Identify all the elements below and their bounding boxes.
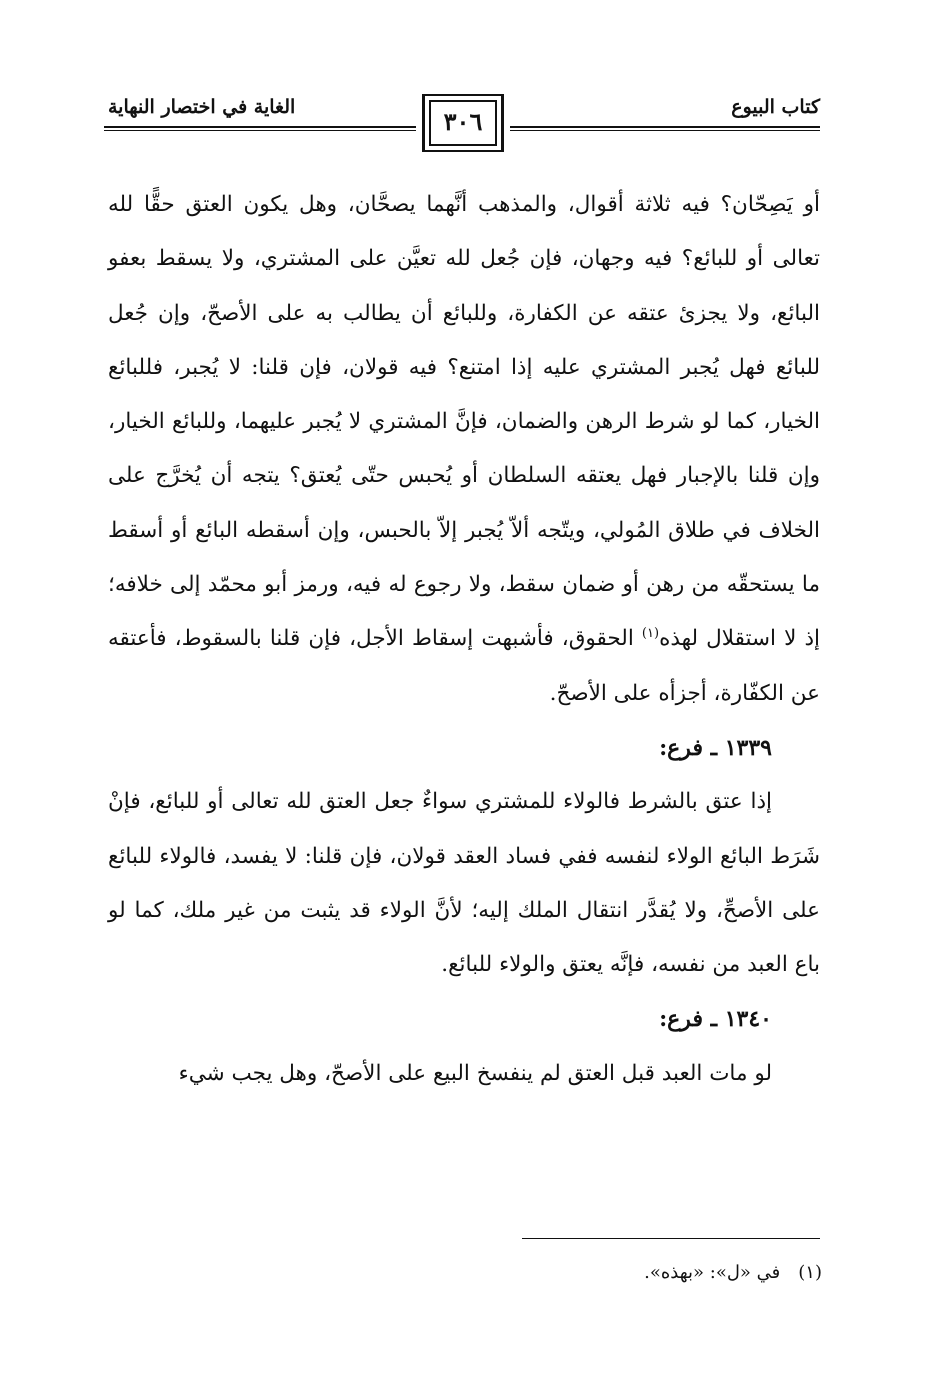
paragraph-1-text: أو يَصِحّان؟ فيه ثلاثة أقوال، والمذهب أنَّهما يصحَّان، وهل يكون العتق حقًّا لله تعالى أو للبائع؟ فيه وجهان، فإن جُعل لله تعيَّن على المشتري، ولا يسقط بعفو البائع، ولا يجزئ عتقه عن الكفارة، وللبائع أن يطالب به على الأصحّ، وإن جُعل للبائع فهل يُجبر المشتري عليه إذا امتنع؟ فيه قولان، فإن قلنا: لا يُجبر، فللبائع الخيار، كما لو شرط الرهن والضمان، فإنَّ المشتري لا يُجبر عليهما، وللبائع الخيار، وإن قلنا بالإجبار فهل يعتقه السلطان أو يُحبس حتّى يُعتق؟ يتجه أن يُخرَّج على الخلاف في طلاق المُولي، ويتّجه ألاّ يُجبر إلاّ بالحبس، وإن أسقطه البائع أو أسقط ما يستحقّه من رهن أو ضمان سقط، ولا رجوع له فيه، ورمز أبو محمّد إلى خلافه؛ إذ لا استقلال لهذه: [108, 192, 821, 652]
branch-heading-1340: ١٣٤٠ ـ فرع:: [659, 1006, 772, 1033]
footnote-number: (١): [798, 1262, 822, 1283]
paragraph-3: لو مات العبد قبل العتق لم ينفسخ البيع على الأصحّ، وهل يجب شيء: [178, 1060, 772, 1086]
frame-bar-bottom: [422, 150, 504, 152]
book-title: الغاية في اختصار النهاية: [108, 96, 296, 118]
page-header: [104, 88, 820, 160]
paragraph-2: إذا عتق بالشرط فالولاء للمشتري سواءٌ جعل العتق لله تعالى أو للبائع، فإنْ شَرَط البائع الولاء لنفسه ففي فساد العقد قولان، فإن قلنا: لا يفسد، فالولاء للبائع على الأصحِّ، ولا يُقدَّر انتقال الملك إليه؛ لأنَّ الولاء قد يثبت من غير ملك، كما لو باع العبد من نفسه، فإنَّه يعتق والولاء للبائع.: [108, 789, 820, 978]
footnote-reference[interactable]: (١): [641, 626, 660, 642]
page-number: ٣٠٦: [443, 107, 483, 136]
paragraph-1: [108, 178, 820, 721]
header-rule-left-thin: [104, 130, 416, 131]
footnote-text: في «ل»: «بهذه».: [644, 1262, 781, 1283]
header-rule-right: [510, 126, 820, 128]
page-number-frame: [422, 94, 504, 152]
section-title: كتاب البيوع: [731, 96, 820, 118]
footnote-1: [122, 1262, 822, 1283]
paragraph-1-end: الحقوق، فأشبهت إسقاط الأجل، فإن قلنا بالسقوط، فأعتقه عن الكفّارة، أجزأه على الأصحّ.: [108, 626, 820, 706]
main-text: [108, 178, 820, 1101]
branch-heading-1339: ١٣٣٩ ـ فرع:: [659, 734, 772, 761]
header-rule-right-thin: [510, 130, 820, 131]
frame-bar-top: [422, 94, 504, 96]
footnote-separator: [522, 1238, 820, 1239]
header-rule-left: [104, 126, 416, 128]
